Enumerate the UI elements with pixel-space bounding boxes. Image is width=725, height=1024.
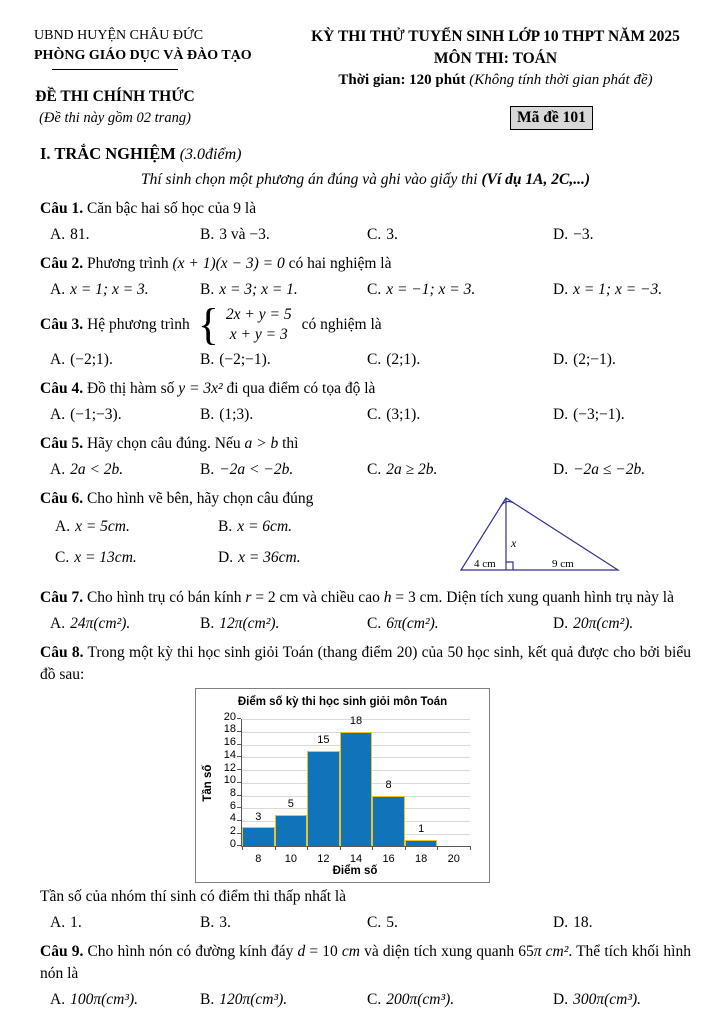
chart-y-tick	[237, 820, 241, 821]
question-1	[40, 198, 691, 220]
q1-option-c: C. 3.	[367, 226, 398, 244]
chart-x-tick	[307, 846, 308, 850]
chart-bar-value-label: 1	[418, 823, 425, 836]
chart-bar	[242, 827, 275, 846]
instruction-text: Thí sinh chọn một phương án đúng và ghi vào giấy thi	[140, 171, 482, 189]
chart-bar-value-label: 15	[317, 734, 330, 747]
q6-option-d: D. x = 36cm.	[218, 549, 301, 567]
question-2-text: Phương trình (x + 1)(x − 3) = 0 có hai nghiệm là	[86, 255, 392, 273]
q3-option-c: C. (2;1).	[367, 351, 421, 369]
q9-option-c: C. 200π(cm³).	[367, 991, 455, 1009]
chart-x-tick	[275, 846, 276, 850]
chart-y-tick	[237, 769, 241, 770]
system-line-2: x + y = 3	[229, 326, 288, 344]
question-4	[40, 378, 691, 400]
chart-x-tick	[437, 846, 438, 850]
q6-option-b: B. x = 6cm.	[218, 518, 293, 536]
chart-x-tick	[372, 846, 373, 850]
chart-x-tick-label: 14	[349, 853, 363, 866]
chart-y-tick	[237, 782, 241, 783]
question-1-text: Căn bậc hai số học của 9 là	[86, 200, 257, 218]
chart-y-tick-label: 12	[223, 761, 236, 774]
section-title: I. TRẮC NGHIỆM	[40, 144, 176, 164]
exam-subject: MÔN THI: TOÁN	[433, 50, 558, 67]
question-8	[40, 642, 691, 686]
q3-option-b: B. (−2;−1).	[200, 351, 271, 369]
chart-plot-area	[223, 710, 470, 866]
question-1-options	[40, 224, 691, 246]
chart-y-tick	[237, 756, 241, 757]
q8-option-d: D. 18.	[553, 914, 593, 932]
question-5-text: Hãy chọn câu đúng. Nếu a > b thì	[86, 435, 299, 453]
chart-title: Điểm số kỳ thi học sinh giỏi môn Toán	[237, 696, 448, 709]
q9-option-a: A. 100π(cm³).	[50, 991, 139, 1009]
chart-y-tick-label: 4	[229, 812, 236, 825]
question-7-text: Cho hình trụ có bán kính r = 2 cm và chiều cao h = 3 cm. Diện tích xung quanh hình trụ này là	[86, 589, 674, 607]
q2-option-b: B. x = 3; x = 1.	[200, 281, 298, 299]
question-4-options	[40, 404, 691, 426]
q5-option-a: A. 2a < 2b.	[50, 461, 124, 479]
exam-title: KỲ THI THỬ TUYỂN SINH LỚP 10 THPT NĂM 2025	[311, 28, 680, 45]
chart-y-tick-label: 20	[223, 710, 236, 723]
chart-y-axis-title: Tần số	[201, 764, 214, 802]
q6-option-c: C. x = 13cm.	[55, 549, 137, 567]
question-5-label: Câu 5.	[40, 435, 84, 453]
question-3-text-after: có nghiệm là	[301, 316, 382, 334]
q1-option-a: A. 81.	[50, 226, 90, 244]
chart-x-tick	[405, 846, 406, 850]
chart-x-tick	[242, 846, 243, 850]
chart-y-tick-label: 10	[223, 774, 236, 787]
question-3-text-before: Hệ phương trình	[87, 316, 190, 334]
org-line2: PHÒNG GIÁO DỤC VÀ ĐÀO TẠO	[34, 47, 252, 63]
question-3-options	[40, 349, 691, 371]
chart-y-tick-label: 6	[229, 799, 236, 812]
instruction-example: (Ví dụ 1A, 2C,...)	[481, 171, 590, 189]
q8-option-b: B. 3.	[200, 914, 231, 932]
chart-y-tick-label: 2	[229, 825, 236, 837]
chart-y-tick	[237, 833, 241, 834]
question-5	[40, 433, 691, 455]
q2-option-c: C. x = −1; x = 3.	[367, 281, 476, 299]
q1-option-d: D. −3.	[553, 226, 594, 244]
chart-y-tick-label: 0	[229, 837, 236, 850]
q8-option-a: A. 1.	[50, 914, 82, 932]
chart-y-tick-label: 16	[223, 736, 236, 749]
chart-bar-value-label: 8	[385, 778, 392, 791]
chart-y-tick	[237, 744, 241, 745]
q9-option-d: D. 300π(cm³).	[553, 991, 642, 1009]
equation-system	[222, 305, 296, 345]
chart-bar	[275, 815, 308, 847]
q5-option-d: D. −2a ≤ −2b.	[553, 461, 646, 479]
chart-y-tick	[237, 731, 241, 732]
question-9	[40, 941, 691, 985]
duration-value: Thời gian: 120 phút	[338, 72, 466, 88]
q2-option-a: A. x = 1; x = 3.	[50, 281, 149, 299]
question-3-label: Câu 3.	[40, 316, 84, 334]
q9-option-b: B. 120π(cm³).	[200, 991, 288, 1009]
question-6-block	[40, 488, 691, 580]
question-2	[40, 253, 691, 275]
question-7	[40, 587, 691, 609]
question-7-options	[40, 613, 691, 635]
chart-x-tick	[470, 846, 471, 850]
question-8-options	[40, 912, 691, 934]
q3-option-a: A. (−2;1).	[50, 351, 113, 369]
system-line-1: 2x + y = 5	[225, 306, 292, 324]
question-9-label: Câu 9.	[40, 943, 84, 961]
q5-option-b: B. −2a < −2b.	[200, 461, 294, 479]
chart-bar	[340, 732, 373, 846]
question-4-label: Câu 4.	[40, 380, 84, 398]
chart-y-tick	[237, 718, 241, 719]
bar-chart	[195, 688, 490, 883]
question-3	[40, 300, 691, 350]
q2-option-d: D. x = 1; x = −3.	[553, 281, 663, 299]
question-6-label: Câu 6.	[40, 490, 84, 508]
chart-bar	[307, 751, 340, 846]
question-4-text: Đồ thị hàm số y = 3x² đi qua điểm có tọa độ là	[86, 380, 376, 398]
chart-bar-value-label: 18	[349, 715, 363, 728]
chart-x-tick-label: 18	[415, 853, 428, 866]
chart-bar-value-label: 5	[287, 797, 294, 810]
question-6-options	[40, 516, 465, 569]
q7-option-a: A. 24π(cm²).	[50, 615, 131, 633]
chart-x-tick-label: 16	[382, 853, 395, 866]
header-right-block	[196, 26, 691, 130]
chart-y-tick-label: 8	[229, 786, 236, 799]
exam-duration	[300, 70, 691, 91]
exam-code-wrap	[300, 106, 691, 130]
exam-type-label: ĐỀ THI CHÍNH THỨC	[35, 87, 195, 105]
chart-bar-value-label: 3	[255, 810, 262, 823]
question-9-options	[40, 989, 691, 1011]
right-angle-mark-base	[506, 562, 513, 570]
org-line1: UBND HUYỆN CHÂU ĐỨC	[34, 28, 204, 43]
chart-bar	[372, 796, 405, 847]
question-7-label: Câu 7.	[40, 589, 84, 607]
figure-label-right: 9 cm	[552, 558, 574, 571]
figure-label-height: x	[511, 536, 517, 551]
header-left-block	[34, 26, 252, 130]
q7-option-d: D. 20π(cm²).	[553, 615, 634, 633]
chart-x-tick-label: 20	[447, 853, 460, 866]
question-1-label: Câu 1.	[40, 200, 84, 218]
question-2-options	[40, 279, 691, 301]
exam-code-badge: Mã đề 101	[510, 106, 593, 130]
system-brace: {	[197, 300, 219, 350]
exam-pages-note: (Đề thi này gồm 02 trang)	[39, 109, 191, 126]
chart-y-tick	[237, 795, 241, 796]
q6-option-a: A. x = 5cm.	[55, 518, 130, 536]
q4-option-c: C. (3;1).	[367, 406, 421, 424]
duration-note: (Không tính thời gian phát đề)	[469, 72, 653, 88]
chart-bar	[405, 840, 438, 846]
q4-option-d: D. (−3;−1).	[553, 406, 625, 424]
q7-option-c: C. 6π(cm²).	[367, 615, 439, 633]
chart-y-tick-label: 18	[223, 723, 236, 736]
section-heading	[40, 142, 691, 167]
chart-x-tick-label: 10	[284, 853, 297, 866]
q1-option-b: B. 3 và −3.	[200, 226, 270, 244]
chart-y-tick	[237, 845, 241, 846]
q5-option-c: C. 2a ≥ 2b.	[367, 461, 438, 479]
section-instruction	[40, 169, 691, 191]
question-6-text: Cho hình vẽ bên, hãy chọn câu đúng	[86, 490, 314, 508]
chart-x-tick	[340, 846, 341, 850]
question-8-label: Câu 8.	[40, 644, 84, 662]
question-9-text: Cho hình nón có đường kính đáy d = 10 cm và diện tích xung quanh 65π cm². Thể tích khối hình nón là	[40, 943, 691, 983]
chart-y-tick	[237, 807, 241, 808]
chart-y-tick-label: 14	[223, 748, 236, 761]
question-5-options	[40, 459, 691, 481]
question-8-text: Trong một kỳ thi học sinh giỏi Toán (thang điểm 20) của 50 học sinh, kết quả được cho bởi biểu đồ sau:	[40, 644, 691, 684]
q8-option-c: C. 5.	[367, 914, 398, 932]
q3-option-d: D. (2;−1).	[553, 351, 616, 369]
org-underline	[52, 69, 178, 70]
exam-header	[34, 26, 691, 130]
question-8-text2: Tần số của nhóm thí sinh có điểm thi thấp nhất là	[40, 888, 347, 906]
question-2-label: Câu 2.	[40, 255, 84, 273]
chart-x-axis-title: Điểm số	[332, 865, 378, 878]
q4-option-a: A. (−1;−3).	[50, 406, 122, 424]
q4-option-b: B. (1;3).	[200, 406, 254, 424]
chart-x-tick-label: 12	[317, 853, 330, 866]
figure-label-left: 4 cm	[474, 558, 496, 571]
section-points: (3.0điểm)	[179, 146, 242, 164]
chart-x-tick-label: 8	[255, 853, 262, 866]
triangle-figure	[458, 490, 630, 578]
q7-option-b: B. 12π(cm²).	[200, 615, 280, 633]
